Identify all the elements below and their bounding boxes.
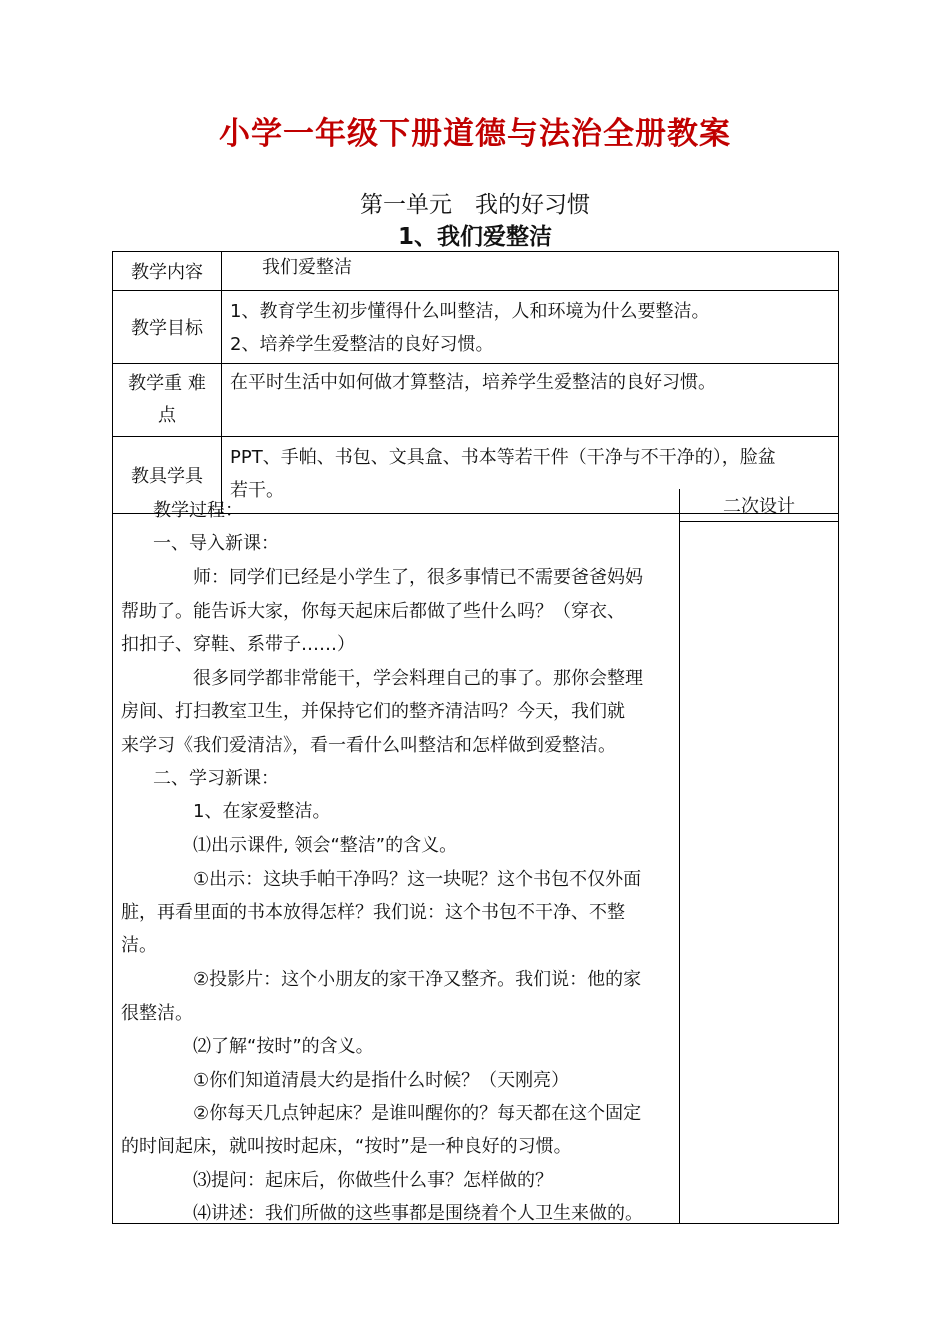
goal-item: 2、培养学生爱整洁的良好习惯。 (230, 334, 494, 355)
process-line: 的时间起床，就叫按时起床，“按时”是一种良好的习惯。 (121, 1136, 572, 1157)
process-heading: 教学过程： (153, 500, 243, 521)
tools-label: 教具学具 (113, 437, 222, 514)
tools-line: PPT、手帕、书包、文具盒、书本等若干件（干净与不干净的），脸盆 (230, 447, 776, 468)
lesson-info-table (112, 251, 839, 514)
process-line: ⑶提问：起床后，你做些什么事？怎样做的？ (193, 1170, 553, 1191)
process-line: 房间、打扫教室卫生，并保持它们的整齐清洁吗？今天，我们就 (121, 701, 625, 722)
teaching-process-section (112, 489, 839, 1224)
goals-row (113, 291, 839, 364)
difficulty-row (113, 364, 839, 437)
content-label: 教学内容 (113, 252, 222, 291)
content-row (113, 252, 839, 291)
goal-item: 1、教育学生初步懂得什么叫整洁，人和环境为什么要整洁。 (230, 301, 710, 322)
process-line: 很整洁。 (121, 1003, 193, 1024)
process-line: ⑵了解“按时”的含义。 (193, 1036, 374, 1057)
lesson-title: 1、我们爱整洁 (397, 224, 552, 250)
difficulty-label-line: 点 (158, 405, 176, 426)
process-line: ②你每天几点钟起床？是谁叫醒你的？每天都在这个固定 (193, 1103, 642, 1124)
goals-value (222, 291, 839, 364)
second-design-header: 二次设计 (680, 489, 838, 522)
process-line: 洁。 (121, 935, 157, 956)
process-line: 扣扣子、穿鞋、系带子……） (121, 634, 355, 655)
tools-line: 若干。 (230, 480, 284, 501)
process-line: 1、在家爱整洁。 (193, 801, 331, 822)
process-line: ①出示：这块手帕干净吗？这一块呢？这个书包不仅外面 (193, 869, 642, 890)
content-value: 我们爱整洁 (222, 252, 839, 291)
process-line: ①你们知道清晨大约是指什么时候？（天刚亮） (193, 1070, 570, 1091)
process-line: ②投影片：这个小朋友的家干净又整齐。我们说：他的家 (193, 969, 642, 990)
difficulty-label-line: 教学重 难 (128, 373, 206, 394)
difficulty-label (113, 364, 222, 437)
process-line: ⑴出示课件, 领会“整洁”的含义。 (193, 835, 458, 856)
document-title: 小学一年级下册道德与法治全册教案 (219, 116, 731, 152)
process-main-column (113, 489, 680, 1223)
process-line: 脏，再看里面的书本放得怎样？我们说：这个书包不干净、不整 (121, 902, 625, 923)
unit-title: 第一单元 我的好习惯 (360, 192, 590, 218)
section-heading: 一、导入新课： (153, 533, 279, 554)
process-line: ⑷讲述：我们所做的这些事都是围绕着个人卫生来做的。 (193, 1203, 643, 1224)
process-line: 很多同学都非常能干，学会料理自己的事了。那你会整理 (193, 668, 643, 689)
goals-label: 教学目标 (113, 291, 222, 364)
process-line: 帮助了。能告诉大家，你每天起床后都做了些什么吗？（穿衣、 (121, 601, 625, 622)
section-heading: 二、学习新课： (153, 768, 279, 789)
process-line: 师：同学们已经是小学生了，很多事情已不需要爸爸妈妈 (193, 567, 643, 588)
process-line: 来学习《我们爱清洁》，看一看什么叫整洁和怎样做到爱整洁。 (121, 735, 616, 756)
difficulty-value: 在平时生活中如何做才算整洁，培养学生爱整洁的良好习惯。 (222, 364, 839, 437)
